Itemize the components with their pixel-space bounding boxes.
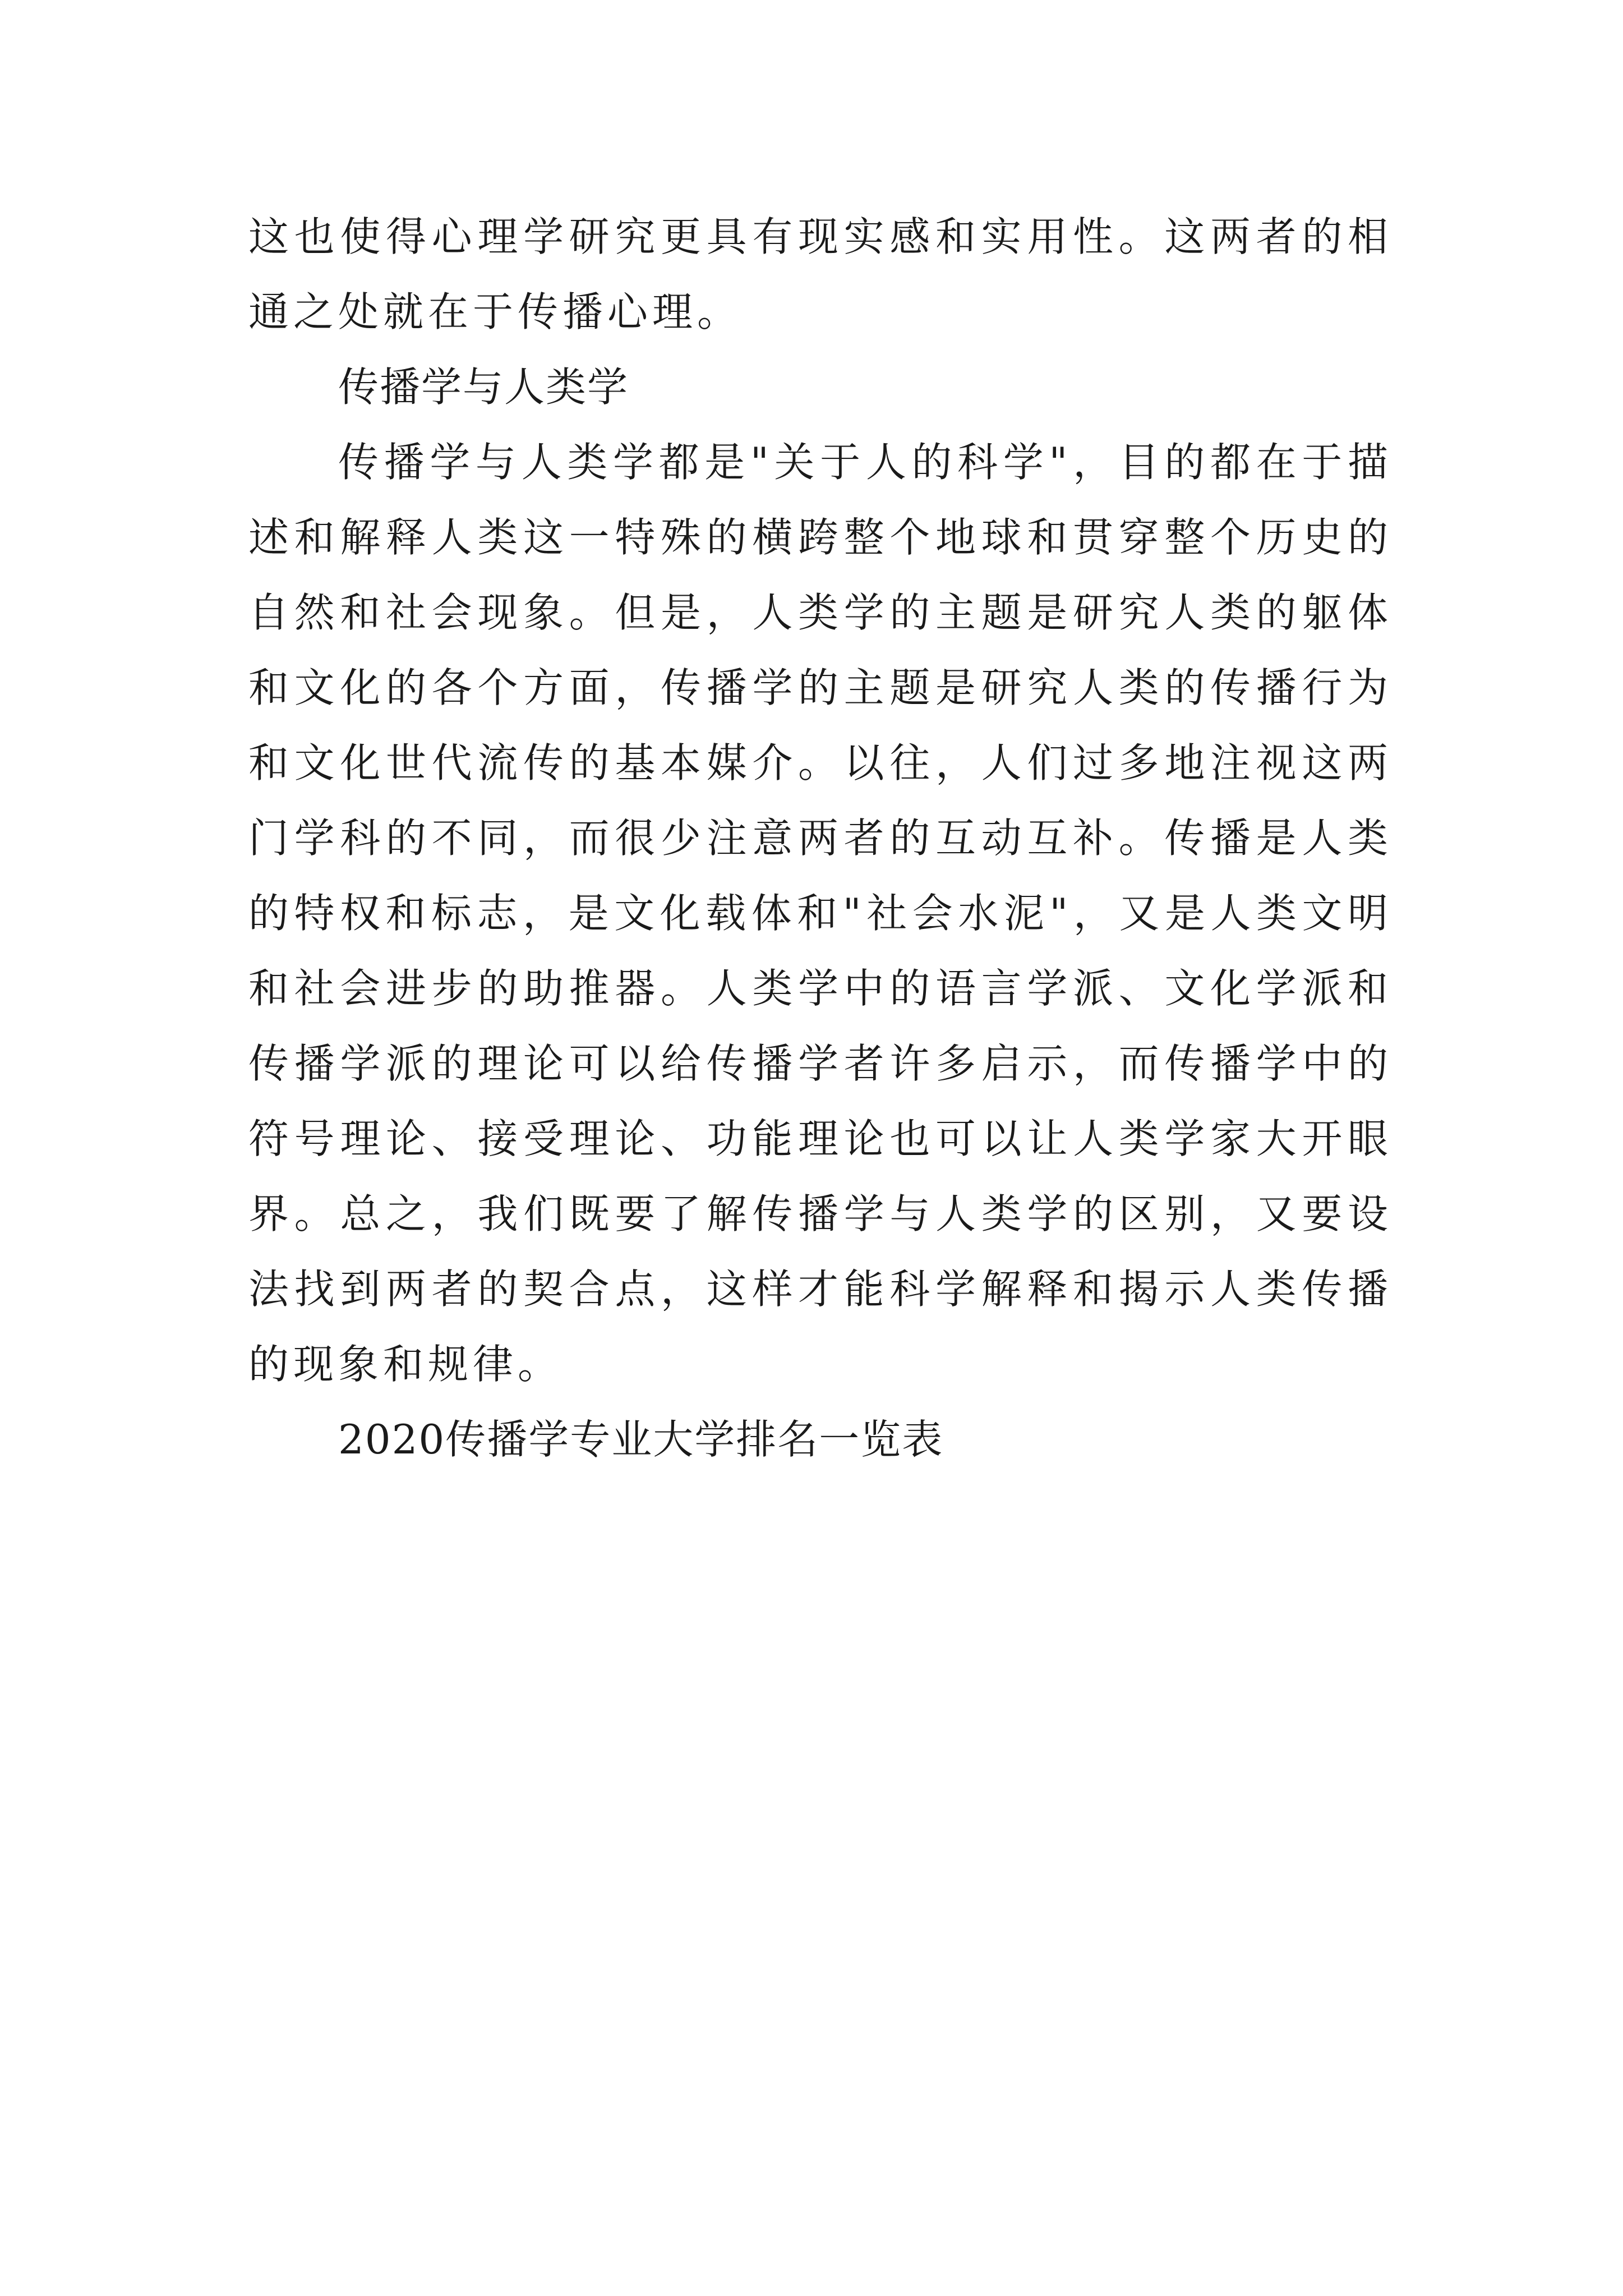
main-paragraph: 传播学与人类学都是"关于人的科学"，目的都在于描述和解释人类这一特殊的横跨整个地球和贯穿整个历史的自然和社会现象。但是，人类学的主题是研究人类的躯体和文化的各个方面，传播学的主题是研究人类的传播行为和文化世代流传的基本媒介。以往，人们过多地注视这两门学科的不同，而很少注意两者的互动互补。传播是人类的特权和标志，是文化载体和"社会水泥"，又是人类文明和社会进步的助推器。人类学中的语言学派、文化学派和传播学派的理论可以给传播学者许多启示，而传播学中的符号理论、接受理论、功能理论也可以让人类学家大开眼界。总之，我们既要了解传播学与人类学的区别，又要设法找到两者的契合点，这样才能科学解释和揭示人类传播的现象和规律。 bbox=[248, 439, 1393, 1388]
continuation-paragraph: 这也使得心理学研究更具有现实感和实用性。这两者的相通之处就在于传播心理。 bbox=[248, 213, 1393, 335]
section-heading: 传播学与人类学 bbox=[338, 364, 629, 411]
ranking-list-heading: 2020传播学专业大学排名一览表 bbox=[338, 1416, 944, 1463]
document-body bbox=[248, 199, 1393, 1477]
